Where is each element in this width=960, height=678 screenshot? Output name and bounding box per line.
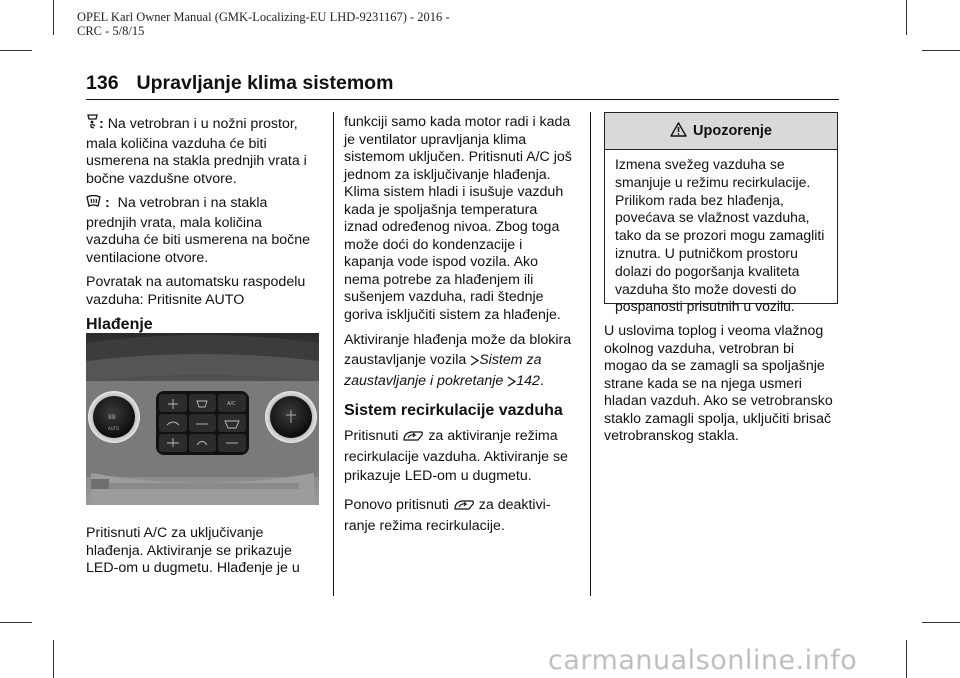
text-line: ventilacione otvore. [86,249,209,266]
text-line: strane kada se na njega usmeri [604,375,802,392]
text-line: Aktiviranje hlađenja može da blokira [344,332,572,348]
text-line: tako da se prozori mogu zamagliti [615,227,825,244]
text-line: Izmena svežeg vazduha se [615,156,785,172]
text-line: prikazuje LED-om u dugmetu. [344,468,532,484]
column-3 [604,323,844,453]
text-line: sušenjem vazduha, radi štednje [344,289,544,305]
text-line: Prilikom rada bez hlađenja, [615,191,784,208]
text-line: Na vetrobran i na stakla [117,195,268,211]
text-line: zaustavljanje vozila [344,351,467,368]
recirculation-icon [402,429,424,448]
text-line: Pritisnuti [344,428,399,444]
text-line: pospanosti prisutnih u vozilu. [615,298,795,315]
text-line: LED-om u dugmetu. Hlađenje je u [86,560,300,576]
windshield-defrost-icon [86,195,101,215]
floor-windshield-airflow-icon [86,114,99,136]
paragraph [344,427,582,486]
text-line: može doći do kondenzacije i [344,236,523,253]
crop-mark [0,50,32,51]
reference-arrow-icon [470,353,479,373]
panel-label-auto: AUTO [108,426,120,431]
text-line: nema potrebe za hlađenjem ili [344,271,534,288]
column-1 [86,114,326,342]
text-line: je ventilator upravljanja klima [344,131,527,148]
crop-mark [53,640,54,678]
section-heading: Hlađenje [86,316,153,333]
text-line: vazduha: Pritisnite AUTO [86,291,245,308]
text-line: staklo zamagli spolja, uključiti brisač [604,410,832,427]
paragraph [86,114,326,188]
text-line: U uslovima toplog i veoma vlažnog [604,323,824,339]
page-reference[interactable]: 142 [516,373,540,389]
warning-title: Upozorenje [693,123,772,139]
warning-body [605,150,837,316]
text-line: recirkulacije vazduha. Aktiviranje se [344,449,568,465]
text-line: hladan vazduh. Ako se vetrobransko [604,393,833,409]
recirculation-icon [453,498,475,517]
warning-triangle-icon [670,122,687,141]
crop-mark [0,622,32,623]
document-meta-line: OPEL Karl Owner Manual (GMK-Localizing-EU LHD-9231167) - 2016 - [77,10,450,24]
icon-separator: : [104,195,110,211]
icon-separator: : [99,116,104,132]
text-line: Ponovo pritisnuti [344,497,449,513]
text-line: Povratak na automatsku raspodelu [86,274,306,290]
text-line: vazduha što može dovesti do [615,280,797,297]
header-rule [86,99,839,100]
text-line: iznutra. U putničkom prostoru [615,244,798,261]
page-number: 136 [86,72,119,94]
text-line: Na vetrobran i u nožni prostor, [107,116,298,132]
document-meta-line: CRC - 5/8/15 [77,24,145,38]
section-heading: Sistem recirkulacije vazduha [344,401,563,419]
crop-mark [906,0,907,35]
text-line: kapanja vode ispod vozila. Ako [344,254,539,270]
column-divider [590,112,591,596]
column-1-continued [86,525,326,585]
text-line: jednom za isključivanje hlađenja. [344,166,551,183]
paragraph [344,331,582,394]
text-line: dolazi do pogoršanja kvaliteta [615,262,800,279]
text-line: Pritisnuti A/C za uključivanje [86,525,264,541]
cross-reference[interactable]: Sistem za [479,351,542,368]
text-line: smanjuje u režimu recirkulacije. [615,173,811,190]
page-title: Upravljanje klima sistemom [136,72,394,94]
paragraph [86,274,326,309]
column-divider [333,112,334,596]
panel-label-ac: A/C [227,401,236,407]
warning-box [604,112,838,315]
svg-text:88: 88 [108,414,116,421]
text-line: kada je spoljašnja temperatura [344,201,538,218]
text-line: prednjih vrata, mala količina [86,214,262,231]
text-line: za aktiviranje režima [428,428,558,444]
text-line: goriva isključiti sistem za hlađenje. [344,306,561,323]
text-line: za deaktivi- [478,497,551,513]
text-line: vetrobranskog stakla. [604,428,739,444]
text-line: usmerena na stakla prednjih vrata i [86,153,307,169]
text-line: hlađenja. Aktiviranje se prikazuje [86,542,292,559]
text-line: vazduha će biti usmerena na bočne [86,232,310,248]
text-line: iznad određenog nivoa. Zbog toga [344,219,560,235]
paragraph [86,525,326,578]
text-line: mala količina vazduha će biti [86,135,267,152]
text-line: funkciji samo kada motor radi i kada [344,114,571,130]
text-line: mogao da se zamagli sa spoljašnje [604,358,825,374]
text-line: . [539,373,544,389]
text-line: bočne vazdušne otvore. [86,170,237,187]
warning-header [605,113,837,150]
crop-mark [53,0,54,35]
text-line: Klima sistem hladi i isušuje vazduh [344,184,564,200]
paragraph [604,323,844,446]
climate-panel-photo [86,333,319,505]
paragraph [86,195,326,267]
text-line: ranje režima recirkulacije. [344,518,505,534]
document-meta [77,10,450,38]
text-line: sistemom uključen. Pritisnuti A/C još [344,149,572,165]
paragraph [344,114,582,324]
reference-arrow-icon [507,374,516,394]
watermark: carmanualsonline.info [548,645,858,676]
text-line: povećava se vlažnost vazduha, [615,209,810,226]
column-2 [344,114,582,543]
crop-mark [922,622,960,623]
crop-mark [922,50,960,51]
crop-mark [906,640,907,678]
text-line: okolnog vazduha, vetrobran bi [604,340,795,357]
cross-reference[interactable]: zaustavljanje i pokretanje [344,373,504,389]
paragraph [344,496,582,536]
page-header [86,72,393,95]
